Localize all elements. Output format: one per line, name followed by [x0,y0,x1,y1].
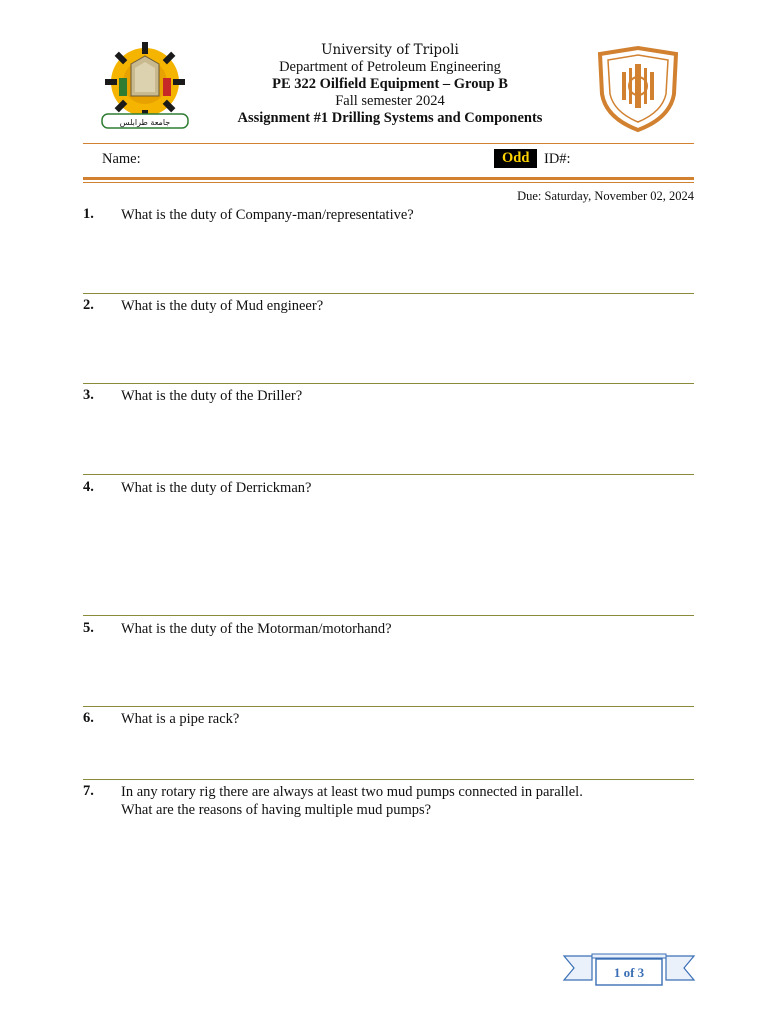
question-text: What is the duty of Derrickman? [121,480,312,496]
question-number: 4. [83,479,94,495]
semester: Fall semester 2024 [335,93,445,109]
page-number-text: 1 of 3 [613,965,645,980]
question-number: 1. [83,206,94,222]
id-label: ID#: [544,151,571,167]
question-text: What is a pipe rack? [121,711,240,727]
question-text: What is the duty of the Motorman/motorhand? [121,621,392,637]
question-text-line1: In any rotary rig there are always at least two mud pumps connected in parallel. [121,784,583,800]
parity-badge: Odd [494,149,537,168]
question-number: 5. [83,620,94,636]
page-indicator [562,950,696,990]
question-number: 3. [83,387,94,403]
question-text [121,783,583,819]
answer-divider [83,474,694,475]
question-text: What is the duty of Company-man/representative? [121,207,414,223]
header-rule-bottom [83,182,694,183]
answer-divider [83,615,694,616]
question-text-line2: What are the reasons of having multiple mud pumps? [121,802,432,818]
answer-divider [83,383,694,384]
name-label: Name: [102,151,141,167]
question-number: 6. [83,710,94,726]
answer-divider [83,779,694,780]
answer-divider [83,293,694,294]
university-name: University of Tripoli [321,42,459,58]
header-rule-thick [83,177,694,180]
department-logo-right [594,44,682,134]
question-number: 7. [83,783,94,799]
due-date: Due: Saturday, November 02, 2024 [517,189,694,203]
department-name: Department of Petroleum Engineering [279,59,501,75]
university-logo-left [96,42,194,134]
question-number: 2. [83,297,94,313]
question-text: What is the duty of Mud engineer? [121,298,324,314]
header-rule-top [83,143,694,144]
course-title: PE 322 Oilfield Equipment – Group B [272,76,508,92]
answer-divider [83,706,694,707]
student-info-row [83,146,694,174]
question-text: What is the duty of the Driller? [121,388,303,404]
left-logo-text: جامعة طرابلس [119,118,171,127]
document-header [200,42,580,127]
assignment-title: Assignment #1 Drilling Systems and Components [237,110,543,126]
